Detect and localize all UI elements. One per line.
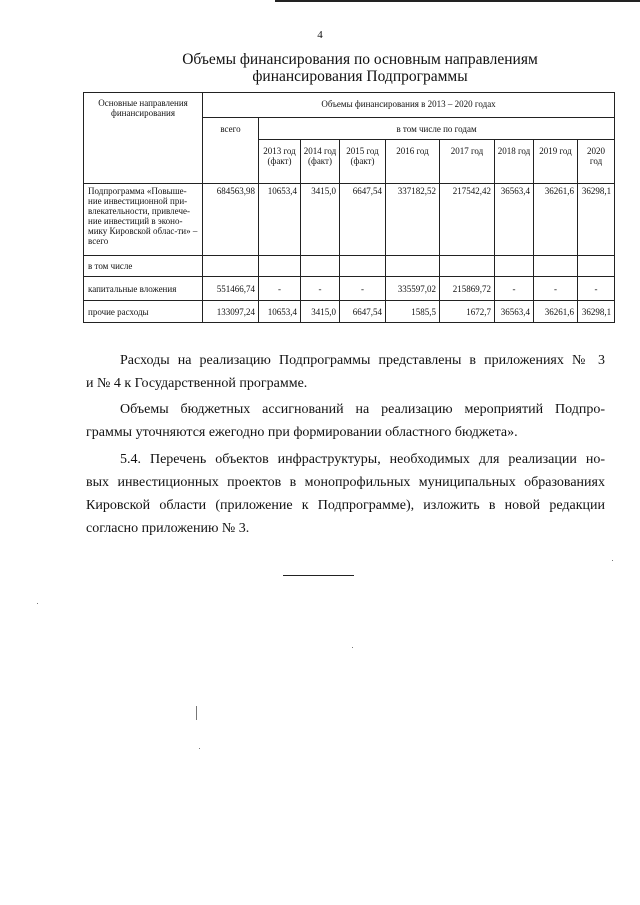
header-by-years: в том числе по годам — [259, 118, 615, 140]
row-label: прочие расходы — [84, 301, 203, 323]
header-year-2015: 2015 год (факт) — [340, 140, 386, 184]
scan-speck — [612, 560, 613, 561]
row-value: 36563,4 — [495, 184, 534, 256]
row-total: 684563,98 — [203, 184, 259, 256]
row-value — [440, 256, 495, 277]
row-value: 36261,6 — [534, 184, 578, 256]
row-value: 10653,4 — [259, 301, 301, 323]
separator-line — [283, 575, 354, 576]
text-line: согласно приложению № 3. — [86, 521, 250, 536]
text-line: Кировской области (приложение к Подпрограмме), изложить в новой редакции — [86, 498, 605, 513]
row-value: 36298,1 — [578, 184, 615, 256]
financing-table — [83, 92, 615, 323]
row-value — [578, 256, 615, 277]
row-value: - — [340, 277, 386, 301]
row-value — [259, 256, 301, 277]
row-value — [340, 256, 386, 277]
row-value: 215869,72 — [440, 277, 495, 301]
row-total: 551466,74 — [203, 277, 259, 301]
row-value: 6647,54 — [340, 301, 386, 323]
scan-speck — [37, 603, 38, 604]
title-line-2: финансирования Подпрограммы — [252, 68, 468, 85]
row-value: 36563,4 — [495, 301, 534, 323]
header-year-2017: 2017 год — [440, 140, 495, 184]
header-year-2013: 2013 год (факт) — [259, 140, 301, 184]
row-value: - — [578, 277, 615, 301]
text-line: Расходы на реализацию Подпрограммы представлены в приложениях № 3 — [120, 353, 605, 368]
title-line-1: Объемы финансирования по основным направлениям — [182, 51, 538, 68]
header-year-2016: 2016 год — [386, 140, 440, 184]
text-line: и № 4 к Государственной программе. — [86, 376, 308, 391]
header-group: Объемы финансирования в 2013 – 2020 годах — [203, 93, 615, 118]
table-row — [84, 256, 615, 277]
table-row — [84, 277, 615, 301]
row-value — [301, 256, 340, 277]
header-year-2014: 2014 год (факт) — [301, 140, 340, 184]
text-line: вых инвестиционных проектов в монопрофильных муниципальных образованиях — [86, 475, 605, 490]
row-value: 217542,42 — [440, 184, 495, 256]
row-value: - — [495, 277, 534, 301]
row-value: 3415,0 — [301, 184, 340, 256]
paragraph-allocations — [86, 398, 605, 444]
row-value: - — [534, 277, 578, 301]
row-value: 36261,6 — [534, 301, 578, 323]
text-line: граммы уточняются ежегодно при формировании областного бюджета». — [86, 425, 518, 440]
row-value: 335597,02 — [386, 277, 440, 301]
row-value: - — [301, 277, 340, 301]
header-year-2018: 2018 год — [495, 140, 534, 184]
row-value — [534, 256, 578, 277]
table-row — [84, 301, 615, 323]
row-value: 10653,4 — [259, 184, 301, 256]
row-total: 133097,24 — [203, 301, 259, 323]
top-edge-line — [275, 0, 640, 2]
row-label: в том числе — [84, 256, 203, 277]
header-year-2020: 2020 год — [578, 140, 615, 184]
scan-speck — [196, 706, 197, 720]
header-directions: Основные направления финансирования — [84, 93, 203, 184]
row-value: - — [259, 277, 301, 301]
row-value — [386, 256, 440, 277]
text-line: 5.4. Перечень объектов инфраструктуры, необходимых для реализации но- — [120, 452, 605, 467]
row-value: 36298,1 — [578, 301, 615, 323]
scan-speck — [352, 647, 353, 648]
row-label: капитальные вложения — [84, 277, 203, 301]
row-value: 337182,52 — [386, 184, 440, 256]
row-value — [495, 256, 534, 277]
page-number: 4 — [317, 29, 323, 41]
header-total: всего — [203, 118, 259, 184]
table-row — [84, 184, 615, 256]
text-line: Объемы бюджетных ассигнований на реализацию мероприятий Подпро- — [120, 402, 605, 417]
scan-speck — [199, 748, 200, 749]
row-value: 1585,5 — [386, 301, 440, 323]
row-total — [203, 256, 259, 277]
paragraph-infrastructure — [86, 448, 605, 540]
row-value: 1672,7 — [440, 301, 495, 323]
paragraph-expenses — [86, 349, 605, 395]
header-year-2019: 2019 год — [534, 140, 578, 184]
table-title — [60, 51, 640, 85]
row-value: 6647,54 — [340, 184, 386, 256]
row-label: Подпрограмма «Повыше-ние инвестиционной при-влекательности, привлече-ние инвестиций в эконо-мику Кировской облас-ти» – всего — [84, 184, 203, 256]
row-value: 3415,0 — [301, 301, 340, 323]
